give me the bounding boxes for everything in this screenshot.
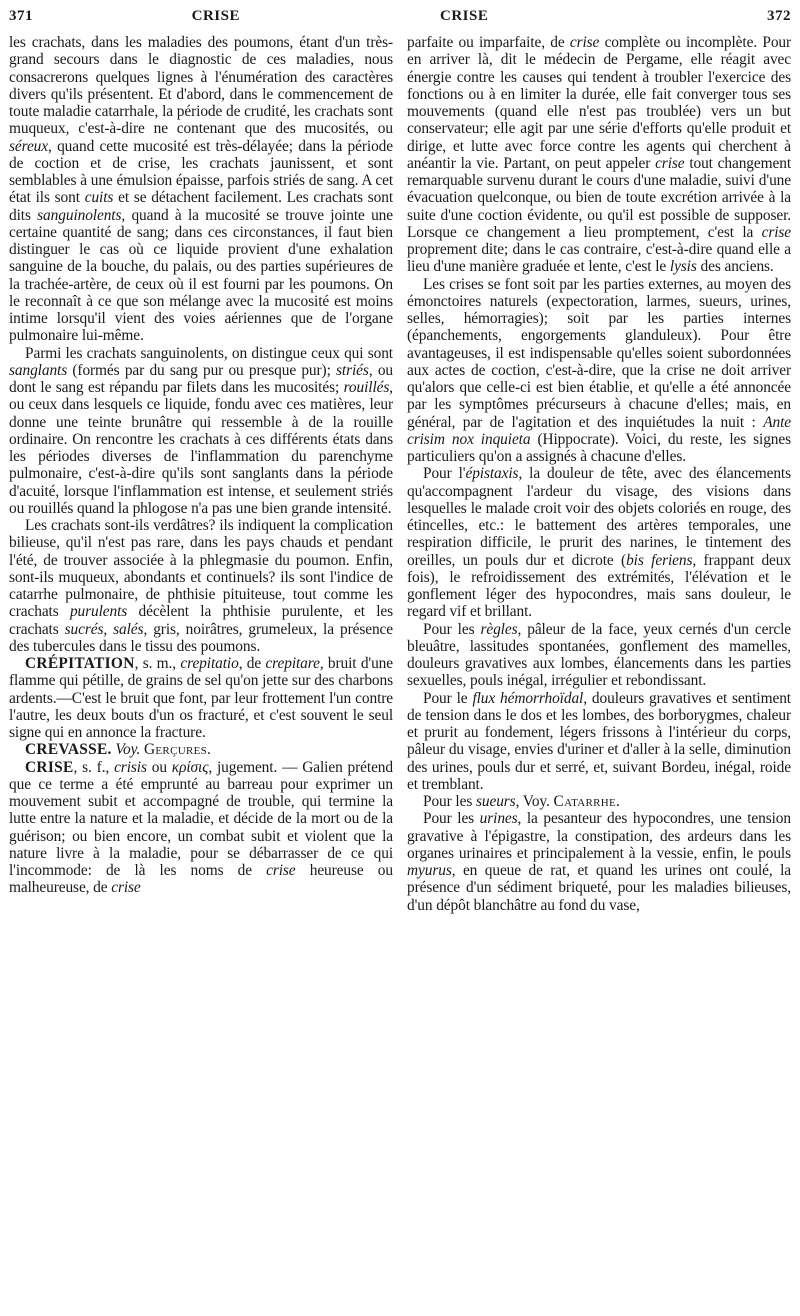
paragraph-sanguinolents: Parmi les crachats sanguinolents, on distingue ceux qui sont sanglants (formés par du sang pur ou presque pur); striés, ou dont le sang est répandu par filets dans les mucosités; rouillés, ou ceux dans lesquels ce liquide, fondu avec ces matières, leur donne une teinte brunâtre qui ressemble à de la rouille ordinaire. On rencontre les crachats à ces différents états dans les périodes diverses de l'inflammation du parenchyme pulmonaire, c'est-à-dire qu'ils sont sanglants dans la période d'acuité, lorsque l'inflammation est intense, et seulement striés ou rouillés quand la phlogose n'a pas une bien grande intensité.	[9, 344, 394, 517]
paragraph-crise-definition: parfaite ou imparfaite, de crise complète ou incomplète. Pour en arriver là, dit le médecin de Pergame, elle réagit avec énergie contre les causes qui tendent à troubler l'exercice des fonctions ou à en limiter la durée, elle fait converger tous ses mouvements (quand elle n'est pas troublée) vers un but conservateur; elle agit par une série d'efforts qu'elle produit et dirige, et lutte avec force contre les agents qui cherchent à anéantir la vie. Partant, on peut appeler crise tout changement remarquable survenu durant le cours d'une maladie, suivi d'une évacuation quelconque, ou bien de toute excrétion arrivée à la suite d'une coction évidente, ou qu'il est possible de supposer. Lorsque ce changement a lieu promptement, c'est la crise proprement dite; dans le cas contraire, c'est-à-dire quand elle a lieu d'une manière graduée et lente, c'est le lysis des anciens.	[407, 34, 792, 276]
cross-reference-gercures: Gerçures.	[144, 741, 212, 759]
headword-crevasse: CREVASSE.	[25, 741, 112, 759]
paragraph-flux-hemorrhoidal: Pour le flux hémorrhoïdal, douleurs gravatives et sentiment de tension dans le dos et les lombes, des borborygmes, chaleur et prurit au fondement, légers frissons à l'intérieur du corps, pâleur du visage, envies d'uriner et d'aller à la selle, diminution des urines, pouls dur et serré, et, suivant Bordeu, inégal, roide et tremblant.	[407, 689, 791, 793]
right-running-head: CRISE	[440, 8, 489, 24]
entry-crepitation: CRÉPITATION, s. m., crepitatio, de crepitare, bruit d'une flamme qui pétille, de grains de sel qu'on jette sur des charbons ardents.—C'est le bruit que font, par leur frottement l'un contre l'autre, les deux bouts d'un os fracturé, et c'est souvent le seul signe qui en annonce la fracture.	[9, 655, 394, 741]
left-column	[9, 34, 393, 914]
left-page-number: 371	[9, 8, 33, 24]
right-page-header	[400, 8, 791, 25]
paragraph-crises-parties: Les crises se font soit par les parties externes, au moyen des émonctoires naturels (expectoration, larmes, sueurs, urines, selles, hémorragies); soit par les parties internes (épanchements, engorgements glanduleux). Pour être avantageuses, il est indispensable qu'elles soient subordonnées aux actes de coction, c'est-à-dire, que la crise ne doit arriver qu'alors que celle-ci est bien établie, et qu'elle a été annoncée par les symptômes précurseurs à chacune d'elles; mais, en général, par de l'agitation et des inquiétudes la nuit : Ante crisim nox inquieta (Hippocrate). Voici, du reste, les signes particuliers qu'on a assignés à chacune d'elles.	[407, 275, 792, 465]
right-column	[407, 34, 791, 914]
text-columns	[9, 34, 791, 914]
paragraph-epistaxis: Pour l'épistaxis, la douleur de tête, avec des élancements qu'accompagnent l'ardeur du visage, des visions dans lesquelles le malade croit voir des objets coloriés en rouge, des étincelles, etc.: le battement des artères temporales, une respiration difficile, le prurit des narines, le tintement des oreilles, un pouls dur et dicrote (bis feriens, frappant deux fois), le refroidissement des extrémités, l'élévation et le gonflement léger des hypocondres, mais sans douleur, le regard vif et brillant.	[407, 465, 791, 621]
left-running-head: CRISE	[191, 8, 240, 24]
left-page-header	[9, 8, 400, 25]
paragraph-crachats-intro: les crachats, dans les maladies des poumons, étant d'un très-grand secours dans le diagnostic de ces maladies, nous consacrerons quelques lignes à l'énumération des caractères divers qu'ils présentent. Et d'abord, dans le commencement de toute maladie catarrhale, la période de crudité, les crachats sont muqueux, c'est-à-dire ne contenant que des mucosités, ou séreux, quand cette mucosité est très-délayée; dans la période de coction et de crise, les crachats jaunissent, et sont semblables à une émulsion épaisse, parfois striés de sang. A cet état ils sont cuits et se détachent facilement. Les crachats sont dits sanguinolents, quand à la mucosité se trouve jointe une certaine quantité de sang; dans ces circonstances, il faut bien distinguer le cas où ce liquide provient d'une exhalation sanguine de la bouche, du palais, ou des parties supérieures de la trachée-artère, de ceux où il est fourni par les poumons. On le reconnaît à ce que son mélange avec la mucosité est moins intime lorsqu'il vient des voies aériennes que de l'organe pulmonaire lui-même.	[9, 34, 394, 345]
headword-crepitation: CRÉPITATION	[25, 655, 135, 672]
paragraph-sueurs: Pour les sueurs, Voy. Catarrhe.	[423, 793, 621, 810]
running-head	[9, 8, 791, 34]
cross-reference-catarrhe: Catarrhe.	[553, 793, 621, 810]
entry-crise: CRISE, s. f., crisis ou κρίσις, jugement. — Galien prétend que ce terme a été emprunté au barreau pour exprimer un mouvement subit et accompagné de trouble, qui termine la lutte entre la nature et la maladie, et décide de la mort ou de la guérison; ou bien encore, un combat subit et violent que la nature livre à la maladie, pour se débarrasser de ce qui l'incommode: de là les noms de crise heureuse ou malheureuse, de crise	[9, 758, 393, 897]
right-page-number: 372	[767, 8, 791, 24]
entry-crevasse: CREVASSE. Voy. Gerçures.	[25, 741, 212, 759]
paragraph-regles: Pour les règles, pâleur de la face, yeux cernés d'un cercle bleuâtre, lassitudes spontanées, gonflement des mamelles, douleurs gravatives aux lombes, élancements dans les parties sexuelles, pouls inégal, irrégulier et rebondissant.	[407, 620, 791, 690]
headword-crise: CRISE	[25, 758, 74, 776]
paragraph-urines: Pour les urines, la pesanteur des hypocondres, une tension gravative à l'épigastre, la constipation, des ardeurs dans les organes urinaires et principalement à la vessie, enfin, le pouls myurus, en queue de rat, et quand les urines ont coulé, la présence d'un sédiment briqueté, pour les maladies bilieuses, d'un dépôt blanchâtre au fond du vase,	[407, 810, 791, 914]
paragraph-verdatres: Les crachats sont-ils verdâtres? ils indiquent la complication bilieuse, qu'il n'est pas rare, dans les pays chauds et pendant l'été, de trouver associée à la phlegmasie du poumon. Enfin, sont-ils muqueux, abondants et continuels? ils sont l'indice de catarrhe pulmonaire, de phthisie pituiteuse, tout comme les crachats purulents décèlent la phthisie purulente, et les crachats sucrés, salés, gris, noirâtres, grumeleux, la présence des tubercules dans le tissu des poumons.	[9, 517, 394, 655]
